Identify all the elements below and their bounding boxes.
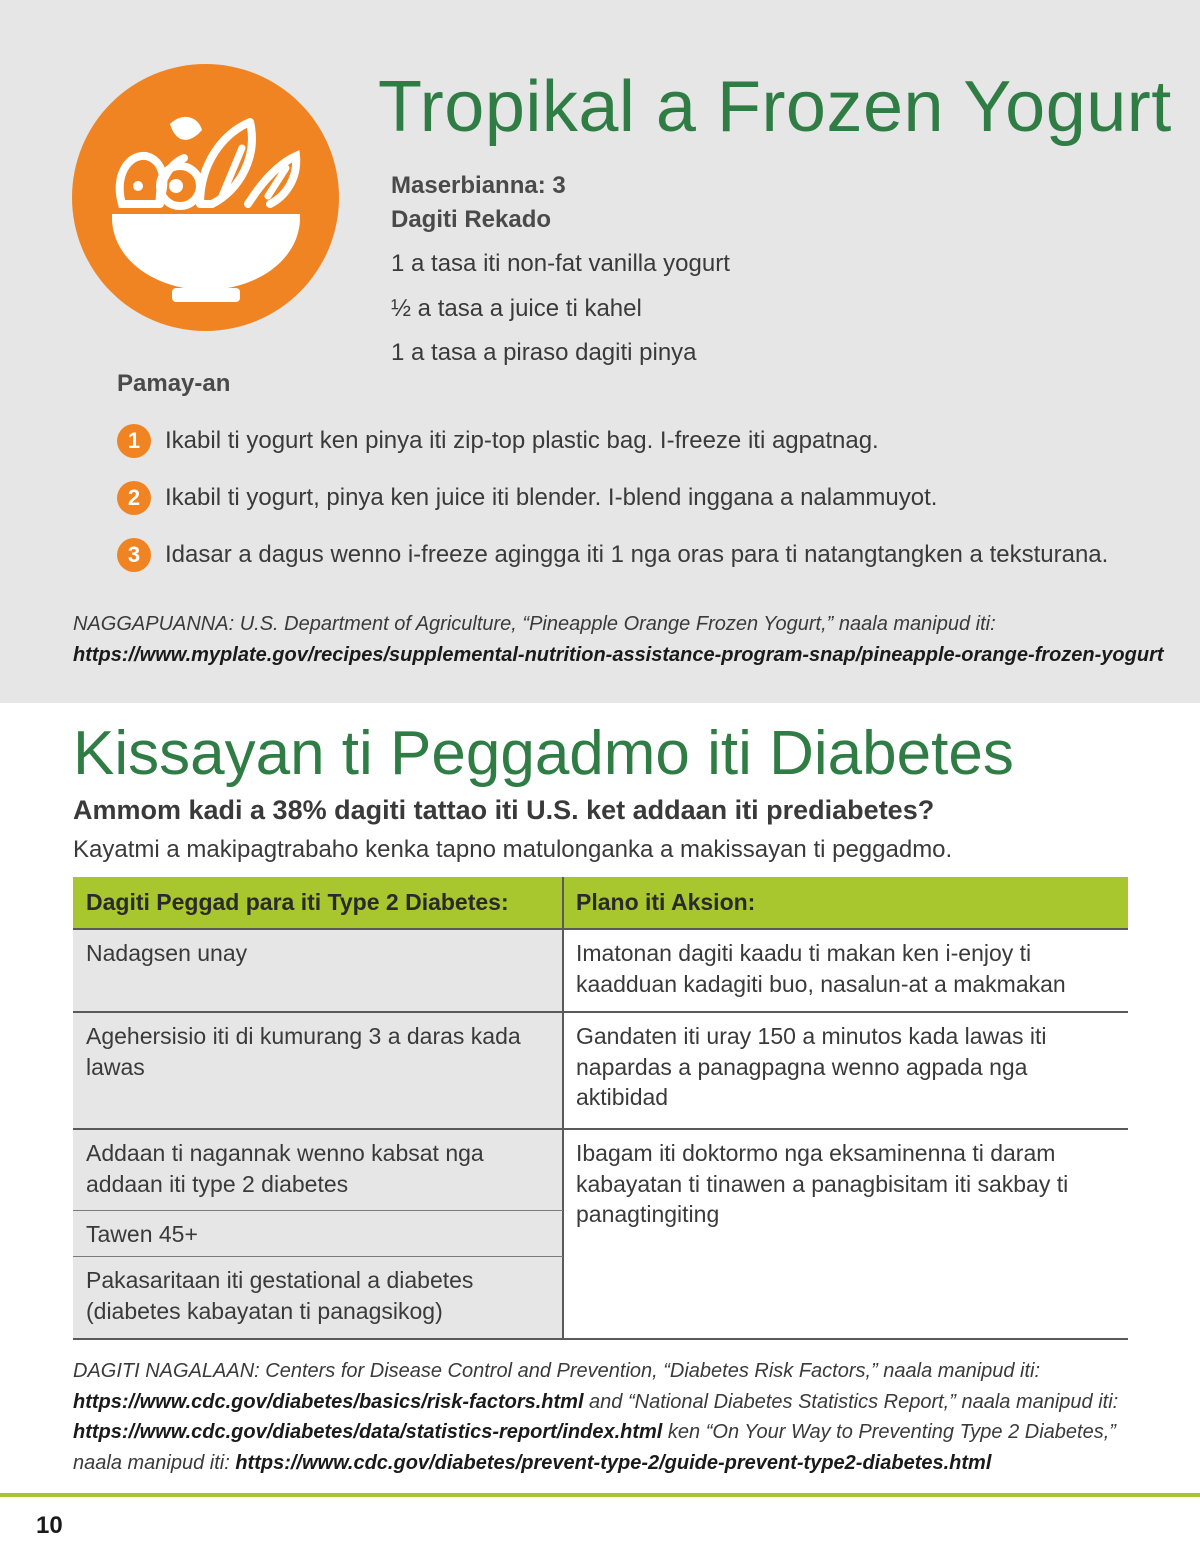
ingredient-item: 1 a tasa a piraso dagiti pinya <box>391 339 697 366</box>
table-divider <box>73 1210 563 1211</box>
table-divider <box>73 1256 563 1257</box>
page-number: 10 <box>36 1512 63 1539</box>
recipe-source-text: NAGGAPUANNA: U.S. Department of Agriculture, “Pineapple Orange Frozen Yogurt,” naala manipud iti: <box>73 613 996 635</box>
ingredients-heading: Dagiti Rekado <box>391 206 552 233</box>
table-divider <box>73 1011 1128 1013</box>
table-divider <box>73 928 1128 930</box>
servings-label: Maserbianna: 3 <box>391 172 566 199</box>
risk-cell: Nadagsen unay <box>73 929 563 1012</box>
fruit-bowl-icon <box>72 64 339 331</box>
reference-text: DAGITI NAGALAAN: Centers for Disease Control and Prevention, “Diabetes Risk Factors,” naala manipud iti: <box>73 1360 1041 1382</box>
step-text: Ikabil ti yogurt, pinya ken juice iti blender. I-blend inggana a nalammuyot. <box>165 484 938 511</box>
reference-link[interactable]: https://www.cdc.gov/diabetes/data/statistics-report/index.html <box>73 1421 663 1443</box>
risk-section-title: Kissayan ti Peggadmo iti Diabetes <box>73 719 1014 788</box>
table-divider <box>562 877 564 1339</box>
steps-heading: Pamay-an <box>117 370 231 397</box>
table-divider <box>73 1338 1128 1340</box>
step-text: Idasar a dagus wenno i-freeze agingga iti 1 nga oras para ti natangtangken a teksturana. <box>165 541 1109 568</box>
footer-rule <box>0 1493 1200 1497</box>
risk-question: Ammom kadi a 38% dagiti tattao iti U.S. ket addaan iti prediabetes? <box>73 795 935 825</box>
step-number-badge: 3 <box>117 538 151 572</box>
step-number-badge: 2 <box>117 481 151 515</box>
risk-cell: Tawen 45+ <box>73 1210 563 1256</box>
action-cell: Imatonan dagiti kaadu ti makan ken i-enjoy ti kaadduan kadagiti buo, nasalun-at a makmakan <box>576 940 1066 997</box>
step-text: Ikabil ti yogurt ken pinya iti zip-top plastic bag. I-freeze iti agpatnag. <box>165 427 879 454</box>
risk-cell: Pakasaritaan iti gestational a diabetes (diabetes kabayatan ti panagsikog) <box>73 1256 563 1338</box>
table-header-actions: Plano iti Aksion: <box>563 877 1128 929</box>
recipe-title: Tropikal a Frozen Yogurt <box>378 67 1172 147</box>
recipe-source <box>73 609 1173 670</box>
table-header-risks: Dagiti Peggad para iti Type 2 Diabetes: <box>73 877 563 929</box>
reference-text: and “National Diabetes Statistics Report,” naala manipud iti: <box>583 1390 1119 1413</box>
action-cell: Ibagam iti doktormo nga eksaminenna ti daram kabayatan ti tinawen a panagbisitam iti sakbay ti panagtingiting <box>576 1140 1069 1227</box>
risk-subtitle: Kayatmi a makipagtrabaho kenka tapno matulonganka a makissayan ti peggadmo. <box>73 836 953 863</box>
reference-text: ken “On Your Way to Preventing Type 2 Diabetes,” naala manipud iti: <box>73 1421 1116 1474</box>
ingredient-item: 1 a tasa iti non-fat vanilla yogurt <box>391 250 730 277</box>
recipe-source-link[interactable]: https://www.myplate.gov/recipes/supplemental-nutrition-assistance-program-snap/pineapple-orange-frozen-yogurt <box>73 643 1164 666</box>
action-cell: Gandaten iti uray 150 a minutos kada lawas iti napardas a panagpagna wenno agpada nga aktibidad <box>576 1023 1047 1110</box>
recipe-panel <box>0 0 1200 703</box>
ingredient-item: ½ a tasa a juice ti kahel <box>391 295 642 322</box>
reference-link[interactable]: https://www.cdc.gov/diabetes/basics/risk-factors.html <box>73 1390 584 1413</box>
step-number-badge: 1 <box>117 424 151 458</box>
references <box>73 1356 1163 1478</box>
risk-cell: Agehersisio iti di kumurang 3 a daras kada lawas <box>73 1012 563 1129</box>
reference-link[interactable]: https://www.cdc.gov/diabetes/prevent-type-2/guide-prevent-type2-diabetes.html <box>235 1451 992 1474</box>
table-divider <box>73 1128 1128 1130</box>
risk-cell: Addaan ti nagannak wenno kabsat nga addaan iti type 2 diabetes <box>73 1129 563 1210</box>
